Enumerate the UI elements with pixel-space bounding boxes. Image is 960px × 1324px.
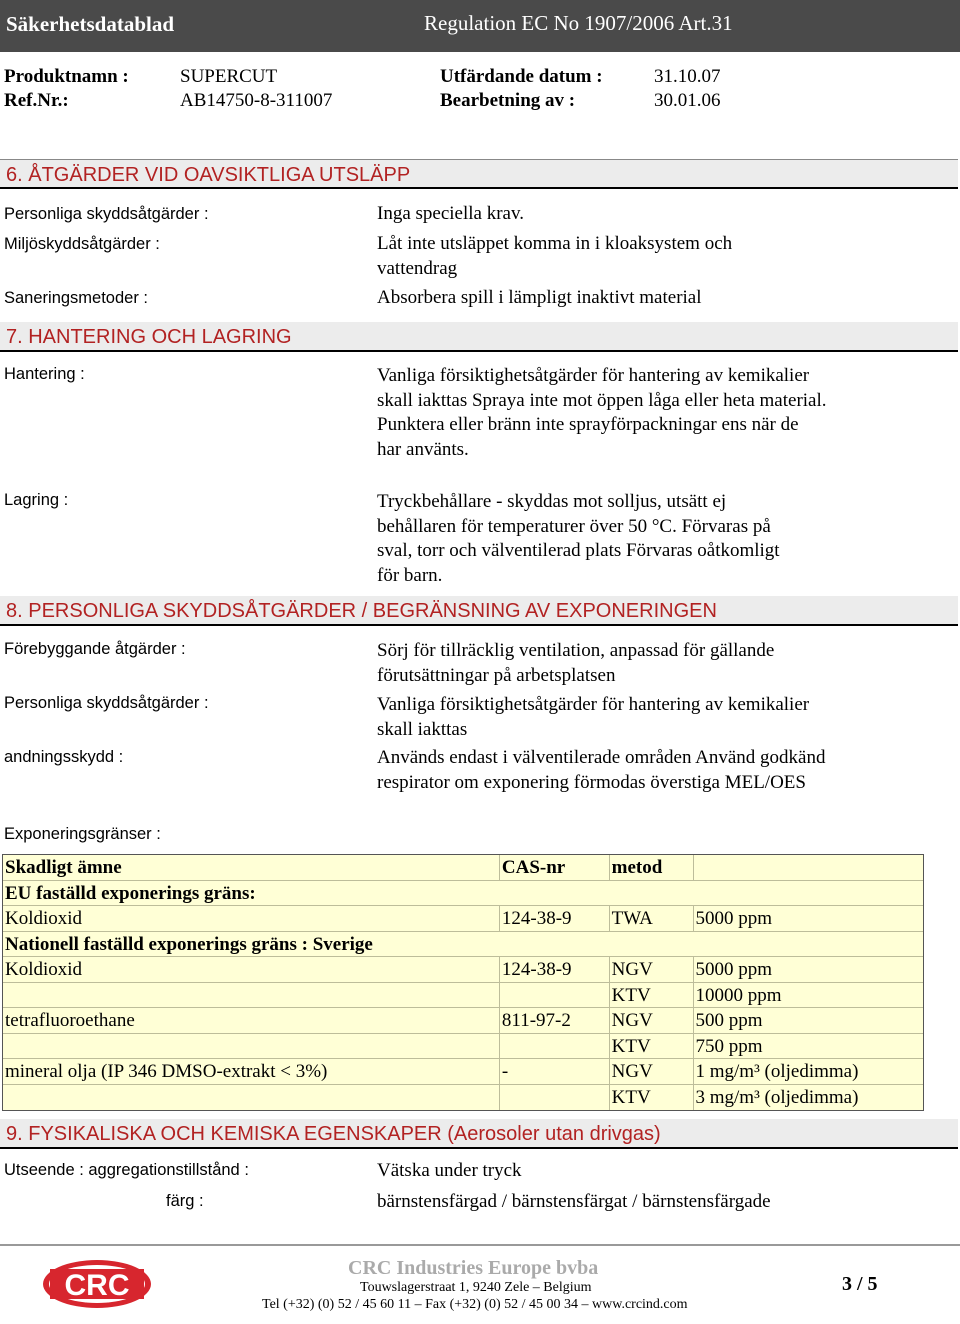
revision-label: Bearbetning av : (440, 90, 576, 111)
s8-respiratory-label: andningsskydd : (4, 748, 124, 766)
issue-date-value: 31.10.07 (654, 66, 721, 87)
table-row (3, 983, 923, 1009)
section-8-header (0, 596, 958, 626)
table-row (3, 1008, 923, 1034)
table-cell: EU faställd exponerings gräns: (3, 881, 923, 907)
section-8-title: 8. PERSONLIGA SKYDDSÅTGÄRDER / BEGRÄNSNING AV EXPONERINGEN (6, 600, 717, 622)
table-cell (500, 1085, 610, 1111)
footer-company: CRC Industries Europe bvba (348, 1257, 599, 1279)
crc-logo (42, 1259, 152, 1309)
table-cell (3, 1085, 500, 1111)
table-cell: - (500, 1059, 610, 1085)
s7-storage-value: Tryckbehållare - skyddas mot solljus, utsätt ej behållaren för temperaturer över 50 °C. Förvaras på sval, torr och välventilerad plats Förvaras oåtkomligt för barn. (377, 491, 780, 586)
ref-nr-value: AB14750-8-311007 (180, 90, 333, 111)
table-cell: 1 mg/m³ (oljedimma) (694, 1059, 924, 1085)
s6-cleanup-label: Saneringsmetoder : (4, 289, 148, 307)
table-row (3, 957, 923, 983)
issue-date-label: Utfärdande datum : (440, 66, 603, 87)
section-7-title: 7. HANTERING OCH LAGRING (6, 326, 292, 348)
section-7-header (0, 322, 958, 352)
crc-logo-text: CRC (64, 1269, 130, 1302)
table-row (3, 906, 923, 932)
table-cell: 811-97-2 (500, 1008, 610, 1034)
footer-address: Touwslagerstraat 1, 9240 Zele – Belgium (360, 1280, 592, 1295)
document-title: Säkerhetsdatablad (6, 12, 175, 36)
table-cell: 750 ppm (694, 1034, 924, 1060)
table-cell: NGV (610, 1008, 694, 1034)
table-row (3, 1059, 923, 1085)
table-cell: 124-38-9 (500, 957, 610, 983)
table-cell: mineral olja (IP 346 DMSO-extrakt < 3%) (3, 1059, 500, 1085)
table-header-row (3, 855, 923, 881)
s6-personal-value: Inga speciella krav. (377, 203, 524, 224)
table-cell: KTV (610, 1085, 694, 1111)
s6-environment-value: Låt inte utsläppet komma in i kloaksystem och vattendrag (377, 233, 733, 279)
s7-handling-label: Hantering : (4, 365, 85, 383)
s6-personal-label: Personliga skyddsåtgärder : (4, 205, 209, 223)
product-name-label: Produktnamn : (4, 66, 129, 87)
table-cell: Koldioxid (3, 906, 500, 932)
table-cell: tetrafluoroethane (3, 1008, 500, 1034)
s7-handling-value: Vanliga försiktighetsåtgärder för hantering av kemikalier skall iakttas Spraya inte mot öppen låga eller heta material. Punktera eller bränn inte sprayförpackningar ens när de har använts. (377, 365, 827, 460)
table-cell: 5000 ppm (694, 957, 924, 983)
table-cell (500, 983, 610, 1009)
table-cell: 124-38-9 (500, 906, 610, 932)
table-row (3, 1085, 923, 1111)
section-9-title: 9. FYSIKALISKA OCH KEMISKA EGENSKAPER (Aerosoler utan drivgas) (6, 1123, 661, 1145)
s6-cleanup-value: Absorbera spill i lämpligt inaktivt material (377, 287, 702, 308)
table-row (3, 881, 923, 907)
table-cell (3, 1034, 500, 1060)
s9-color-label: färg : (166, 1192, 204, 1210)
table-header-cell: metod (610, 855, 694, 881)
table-row (3, 932, 923, 958)
table-cell: TWA (610, 906, 694, 932)
product-name-value: SUPERCUT (180, 66, 278, 87)
table-header-cell: CAS-nr (500, 855, 610, 881)
table-cell: 500 ppm (694, 1008, 924, 1034)
regulation-text: Regulation EC No 1907/2006 Art.31 (424, 11, 733, 35)
s8-limits-label: Exponeringsgränser : (4, 825, 161, 843)
page-number: 3 / 5 (842, 1273, 878, 1295)
ref-nr-label: Ref.Nr.: (4, 90, 69, 111)
table-cell: NGV (610, 957, 694, 983)
table-cell: 3 mg/m³ (oljedimma) (695, 1086, 859, 1108)
table-cell: NGV (610, 1059, 694, 1085)
exposure-limits-table (2, 854, 924, 1111)
s9-appearance-label: Utseende : aggregationstillstånd : (4, 1161, 249, 1179)
revision-value: 30.01.06 (654, 90, 721, 111)
section-6-header (0, 159, 958, 189)
s9-appearance-value: Vätska under tryck (377, 1160, 522, 1181)
footer-divider (0, 1244, 960, 1246)
table-cell: 5000 ppm (694, 906, 924, 932)
s8-preventive-value: Sörj för tillräcklig ventilation, anpassad för gällande förutsättningar på arbetsplatsen (377, 640, 775, 686)
section-6-title: 6. ÅTGÄRDER VID OAVSIKTLIGA UTSLÄPP (6, 164, 411, 186)
s8-personal-label: Personliga skyddsåtgärder : (4, 694, 209, 712)
s9-color-value: bärnstensfärgad / bärnstensfärgat / bärnstensfärgade (377, 1191, 771, 1212)
s8-preventive-label: Förebyggande åtgärder : (4, 640, 186, 658)
s8-respiratory-value: Används endast i välventilerade områden Använd godkänd respirator om exponering förmodas överstiga MEL/OES (377, 747, 826, 793)
s6-environment-label: Miljöskyddsåtgärder : (4, 235, 160, 253)
section-9-header (0, 1119, 958, 1149)
table-header-cell (694, 855, 924, 881)
table-cell (3, 983, 500, 1009)
table-cell: KTV (610, 983, 694, 1009)
table-cell (500, 1034, 610, 1060)
table-header-cell: Skadligt ämne (3, 855, 500, 881)
table-cell: KTV (610, 1034, 694, 1060)
s7-storage-label: Lagring : (4, 491, 69, 509)
table-cell: Koldioxid (3, 957, 500, 983)
table-cell: Nationell faställd exponerings gräns : Sverige (3, 932, 923, 958)
table-cell: 10000 ppm (694, 983, 924, 1009)
table-row (3, 1034, 923, 1060)
s8-personal-value: Vanliga försiktighetsåtgärder för hantering av kemikalier skall iakttas (377, 694, 810, 740)
footer-contact: Tel (+32) (0) 52 / 45 60 11 – Fax (+32) (0) 52 / 45 00 34 – www.crcind.com (262, 1297, 688, 1312)
